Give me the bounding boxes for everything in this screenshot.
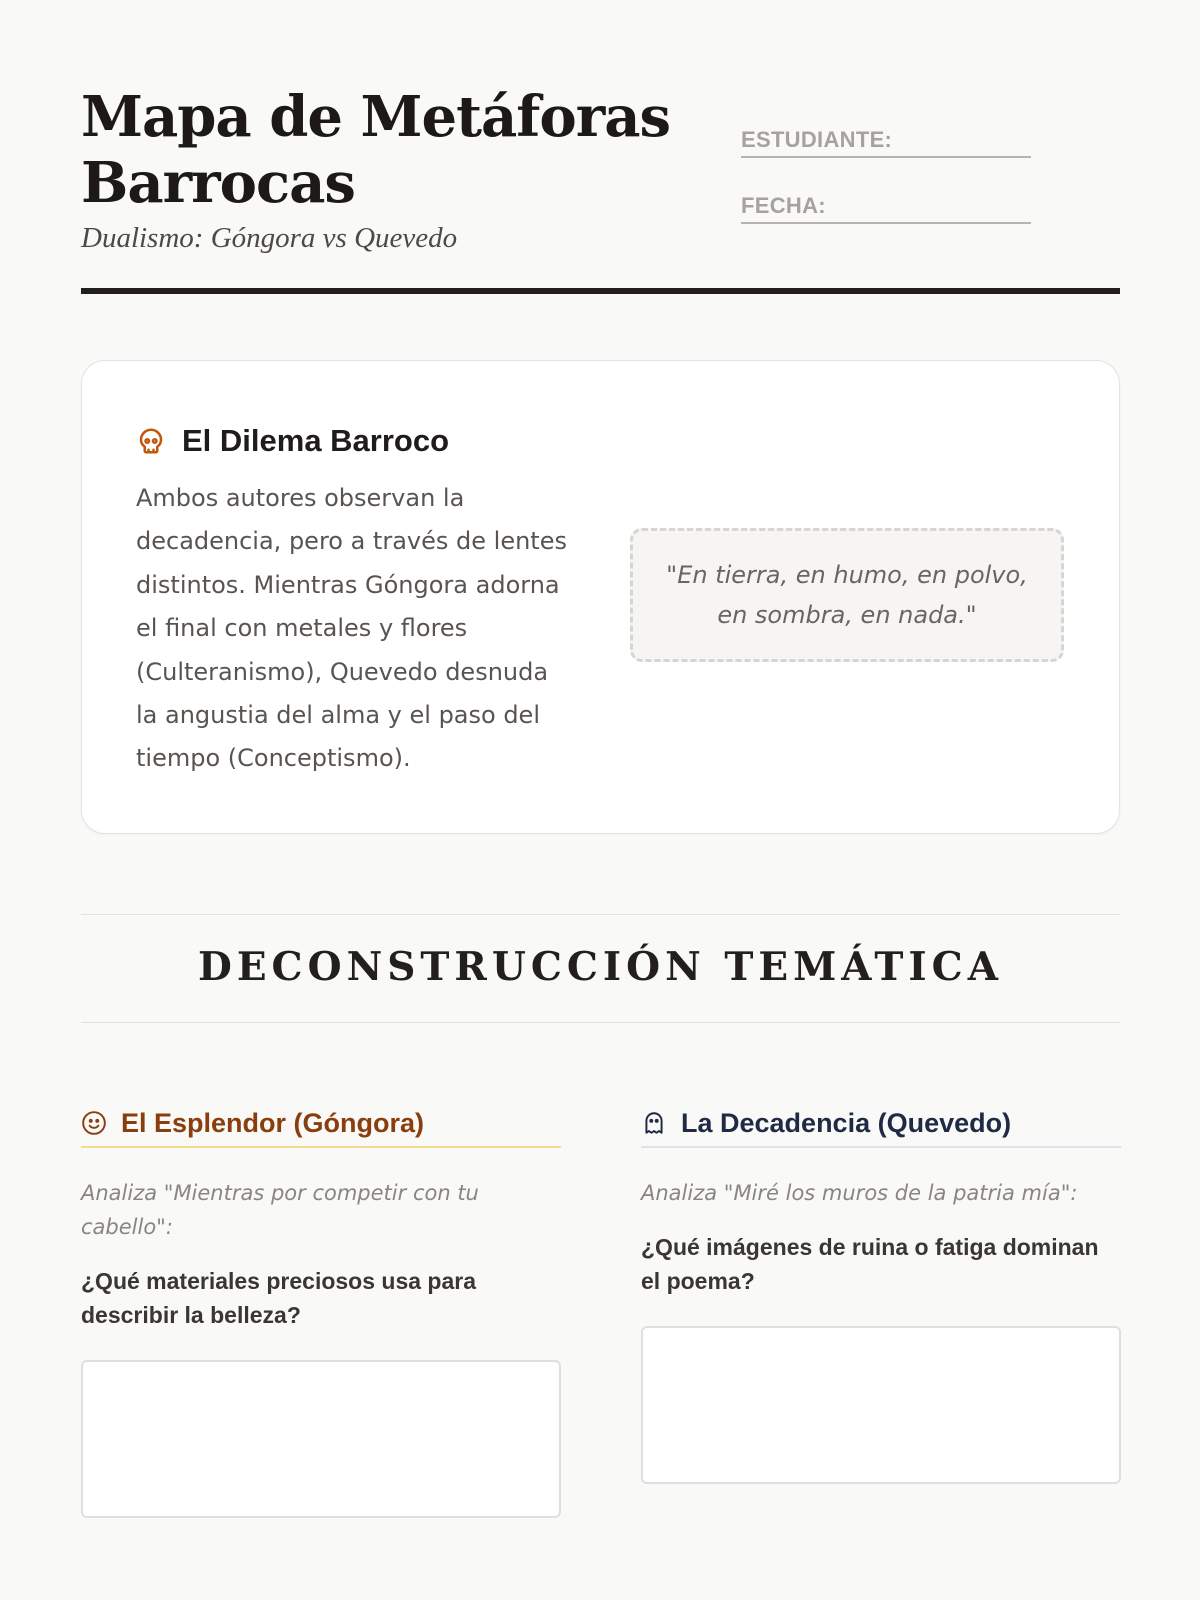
quote-text: "En tierra, en humo, en polvo, en sombra, en nada."	[666, 561, 1028, 629]
student-name-line[interactable]	[741, 156, 1031, 158]
ghost-icon	[641, 1110, 667, 1136]
student-label: ESTUDIANTE:	[741, 127, 893, 152]
intro-card	[81, 360, 1120, 834]
section-rule-bottom	[81, 1022, 1120, 1023]
quevedo-answer-box[interactable]	[641, 1326, 1121, 1484]
quevedo-title: La Decadencia (Quevedo)	[681, 1107, 1012, 1138]
intro-card-title: El Dilema Barroco	[182, 423, 450, 458]
quote-box	[630, 528, 1064, 662]
intro-card-heading	[136, 423, 449, 459]
section-title: DECONSTRUCCIÓN TEMÁTICA	[198, 944, 1003, 990]
quevedo-question: ¿Qué imágenes de ruina o fatiga dominan el poema?	[641, 1234, 1099, 1294]
date-line[interactable]	[741, 222, 1031, 224]
quevedo-heading	[641, 1100, 1121, 1146]
quevedo-prompt: Analiza "Miré los muros de la patria mía":	[641, 1181, 1078, 1205]
page-header	[81, 84, 1120, 296]
skull-icon	[136, 426, 166, 456]
gongora-prompt: Analiza "Mientras por competir con tu cabello":	[81, 1181, 479, 1239]
worksheet-page	[81, 0, 1120, 1600]
quevedo-underline	[641, 1146, 1121, 1148]
gongora-heading	[81, 1100, 561, 1146]
date-label: FECHA:	[741, 193, 826, 218]
page-subtitle: Dualismo: Góngora vs Quevedo	[81, 222, 458, 254]
gongora-title: El Esplendor (Góngora)	[121, 1107, 425, 1138]
gongora-answer-box[interactable]	[81, 1360, 561, 1518]
student-meta	[741, 124, 1041, 256]
gongora-column	[81, 1100, 561, 1518]
gongora-underline	[81, 1146, 561, 1148]
intro-card-text: Ambos autores observan la decadencia, pero a través de lentes distintos. Mientras Góngora adorna el final con metales y flores (Culteranismo), Quevedo desnuda la angustia del alma y el paso del tiempo (Conceptismo).	[136, 484, 567, 773]
section-rule-top	[81, 914, 1120, 915]
gongora-question: ¿Qué materiales preciosos usa para describir la belleza?	[81, 1268, 477, 1328]
smiley-icon	[81, 1110, 107, 1136]
page-title: Mapa de Metáforas Barrocas	[81, 84, 671, 216]
quevedo-column	[641, 1100, 1121, 1484]
header-divider	[81, 288, 1120, 294]
